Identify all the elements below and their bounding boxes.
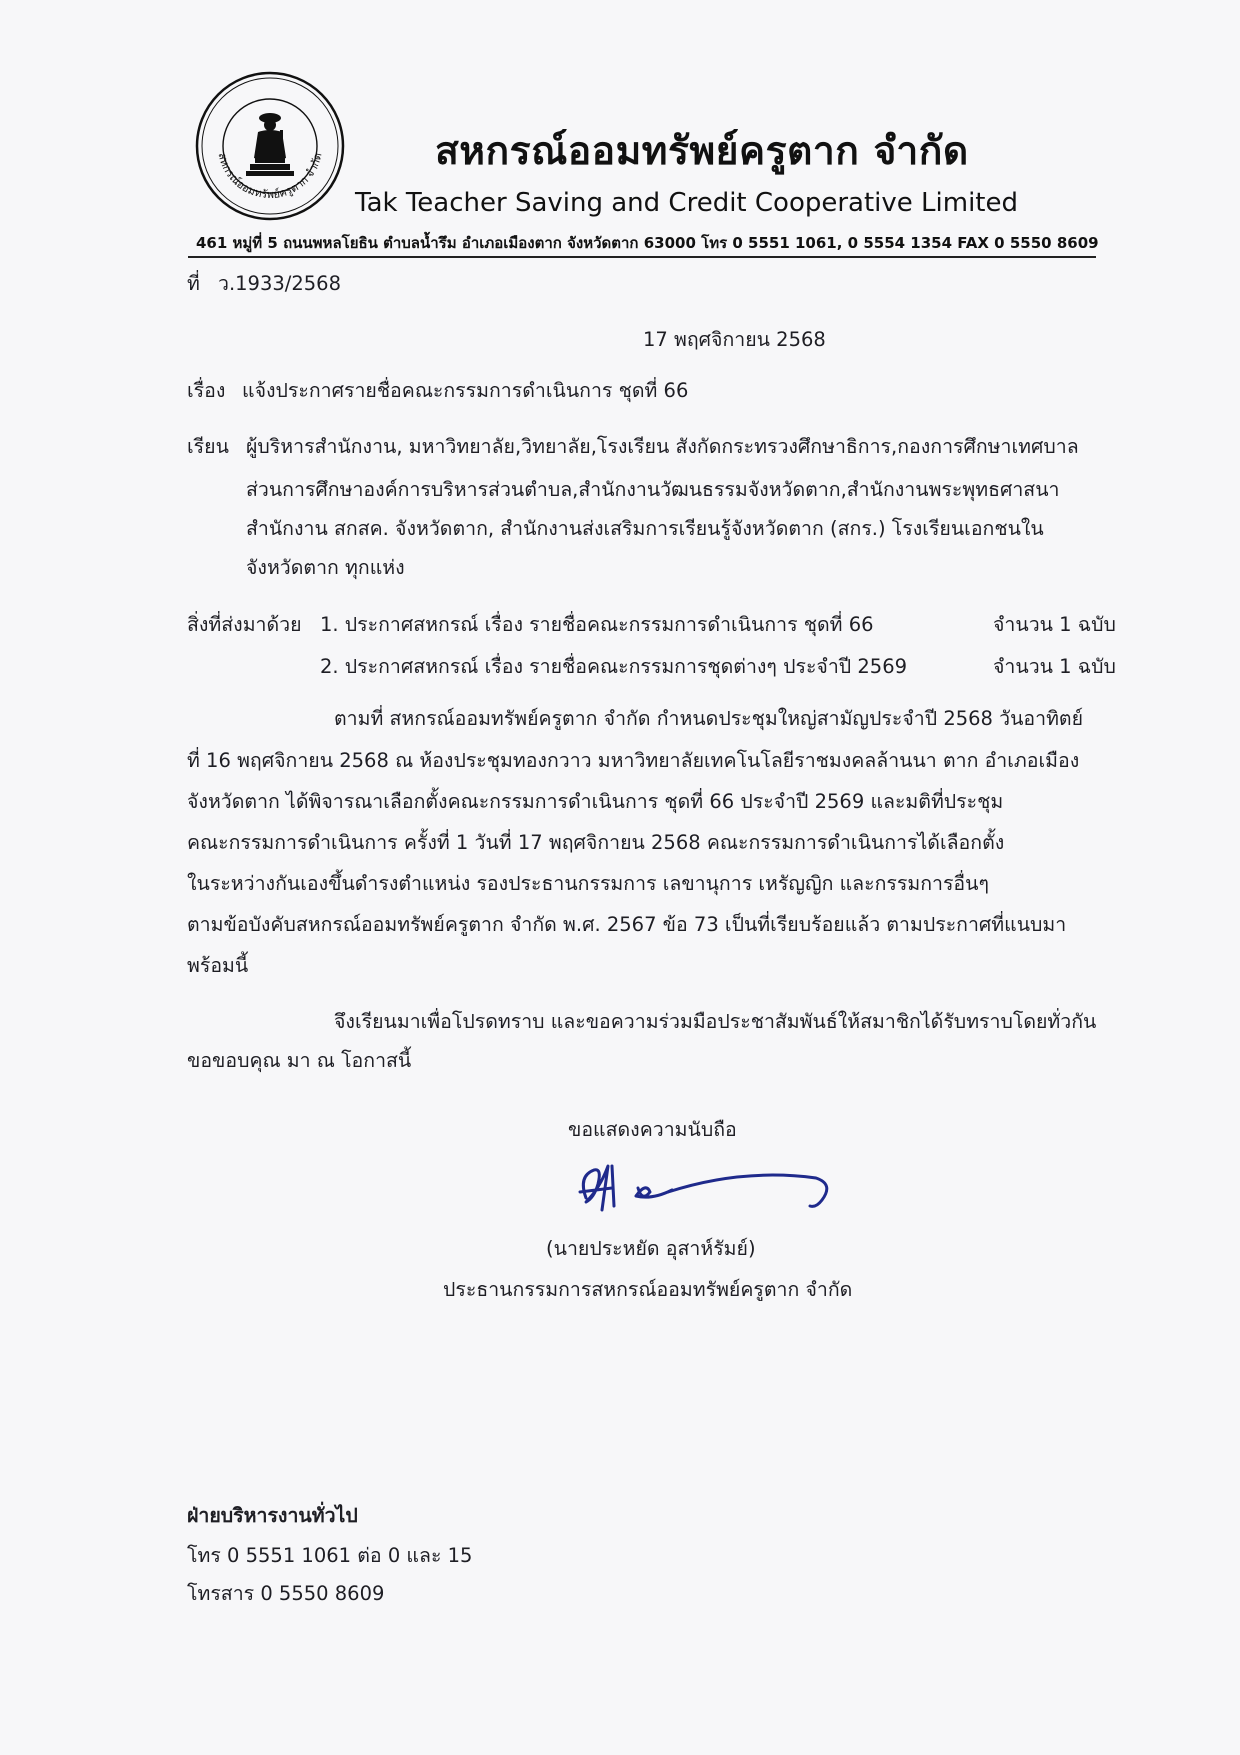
signer-title: ประธานกรรมการสหกรณ์ออมทรัพย์ครูตาก จำกัด <box>443 1278 853 1301</box>
subject-text: แจ้งประกาศรายชื่อคณะกรรมการดำเนินการ ชุดที่ 66 <box>242 379 689 402</box>
body-line: พร้อมนี้ <box>187 954 249 977</box>
to-line: ส่วนการศึกษาองค์การบริหารส่วนตำบล,สำนักงานวัฒนธรรมจังหวัดตาก,สำนักงานพระพุทธศาสนา <box>246 478 1060 501</box>
body-line: ตามที่ สหกรณ์ออมทรัพย์ครูตาก จำกัด กำหนดประชุมใหญ่สามัญประจำปี 2568 วันอาทิตย์ <box>334 707 1084 730</box>
org-name-thai: สหกรณ์ออมทรัพย์ครูตาก จำกัด <box>435 129 969 174</box>
cooperative-seal-logo <box>194 70 346 222</box>
signature-image <box>572 1158 842 1218</box>
footer-phone: โทร 0 5551 1061 ต่อ 0 และ 15 <box>187 1544 473 1567</box>
enclosure-item: 1. ประกาศสหกรณ์ เรื่อง รายชื่อคณะกรรมการดำเนินการ ชุดที่ 66 <box>320 613 874 636</box>
svg-text:สหกรณ์ออมทรัพย์ครูตาก จำกัด: สหกรณ์ออมทรัพย์ครูตาก จำกัด <box>215 151 325 202</box>
body-line: ในระหว่างกันเองขึ้นดำรงตำแหน่ง รองประธานกรรมการ เลขานุการ เหรัญญิก และกรรมการอื่นๆ <box>187 872 989 895</box>
enclosure-qty: จำนวน 1 ฉบับ <box>993 613 1116 636</box>
body-line: ที่ 16 พฤศจิกายน 2568 ณ ห้องประชุมทองกวาว มหาวิทยาลัยเทคโนโลยีราชมงคลล้านนา ตาก อำเภอเมือง <box>187 749 1080 772</box>
body-line: ตามข้อบังคับสหกรณ์ออมทรัพย์ครูตาก จำกัด พ.ศ. 2567 ข้อ 73 เป็นที่เรียบร้อยแล้ว ตามประกาศที่แนบมา <box>187 913 1067 936</box>
to-line: สำนักงาน สกสค. จังหวัดตาก, สำนักงานส่งเสริมการเรียนรู้จังหวัดตาก (สกร.) โรงเรียนเอกชนใน <box>246 517 1044 540</box>
subject-label: เรื่อง <box>187 379 226 402</box>
to-line: ผู้บริหารสำนักงาน, มหาวิทยาลัย,วิทยาลัย,โรงเรียน สังกัดกระทรวงศึกษาธิการ,กองการศึกษาเทศบาล <box>246 435 1079 458</box>
ref-number: ว.1933/2568 <box>218 272 341 295</box>
footer-fax: โทรสาร 0 5550 8609 <box>187 1582 385 1605</box>
ref-label: ที่ <box>187 272 200 295</box>
org-name-english: Tak Teacher Saving and Credit Cooperative Limited <box>355 188 1018 218</box>
footer-department: ฝ่ายบริหารงานทั่วไป <box>187 1504 358 1527</box>
enclosure-label: สิ่งที่ส่งมาด้วย <box>187 613 302 636</box>
letter-date: 17 พฤศจิกายน 2568 <box>643 328 826 351</box>
header-divider <box>188 256 1096 258</box>
signer-name: (นายประหยัด อุสาห์รัมย์) <box>546 1237 756 1260</box>
body-line: จังหวัดตาก ได้พิจารณาเลือกตั้งคณะกรรมการดำเนินการ ชุดที่ 66 ประจำปี 2569 และมติที่ประชุม <box>187 790 1004 813</box>
to-line: จังหวัดตาก ทุกแห่ง <box>246 556 405 579</box>
closing-text: ขอแสดงความนับถือ <box>568 1118 737 1141</box>
body-line: จึงเรียนมาเพื่อโปรดทราบ และขอความร่วมมือประชาสัมพันธ์ให้สมาชิกได้รับทราบโดยทั่วกัน <box>334 1010 1097 1033</box>
enclosure-item: 2. ประกาศสหกรณ์ เรื่อง รายชื่อคณะกรรมการชุดต่างๆ ประจำปี 2569 <box>320 655 908 678</box>
body-line: คณะกรรมการดำเนินการ ครั้งที่ 1 วันที่ 17 พฤศจิกายน 2568 คณะกรรมการดำเนินการได้เลือกตั้ง <box>187 831 1005 854</box>
org-address: 461 หมู่ที่ 5 ถนนพหลโยธิน ตำบลน้ำรึม อำเภอเมืองตาก จังหวัดตาก 63000 โทร 0 5551 1061, 0 5554 1354 FAX 0 5550 8609 <box>196 234 1099 252</box>
enclosure-qty: จำนวน 1 ฉบับ <box>993 655 1116 678</box>
body-line: ขอขอบคุณ มา ณ โอกาสนี้ <box>187 1049 412 1072</box>
to-label: เรียน <box>187 435 229 458</box>
